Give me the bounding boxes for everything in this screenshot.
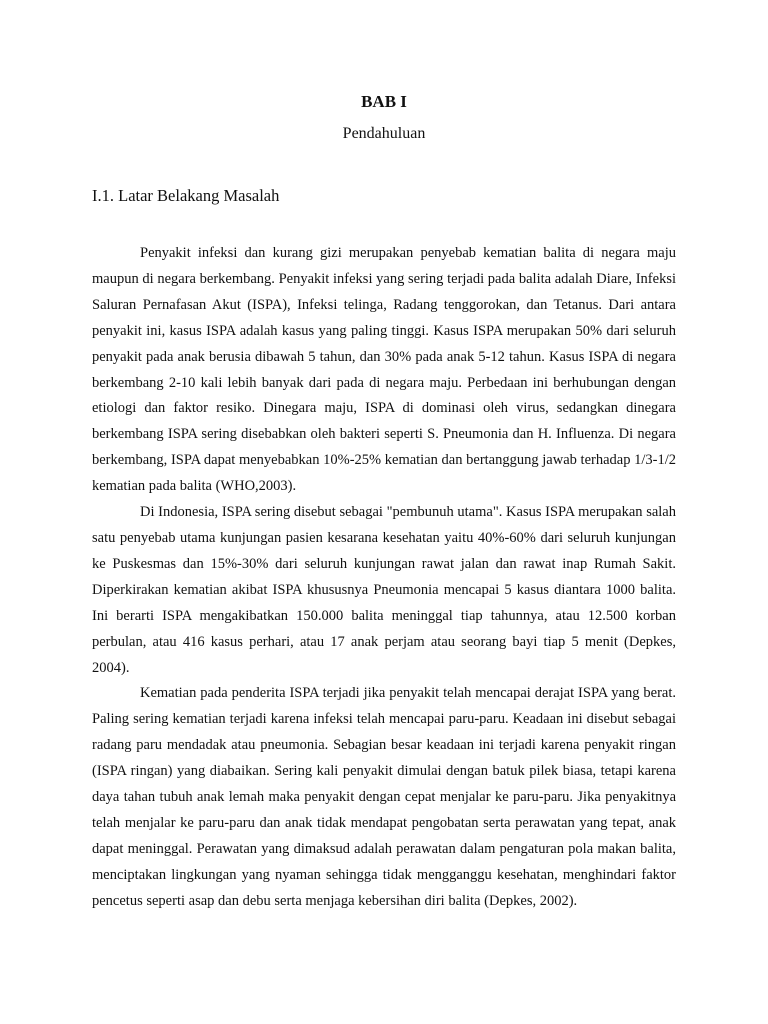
paragraph-2: Di Indonesia, ISPA sering disebut sebagai "pembunuh utama". Kasus ISPA merupakan salah satu penyebab utama kunjungan pasien kesarana kesehatan yaitu 40%-60% dari seluruh kunjungan ke Puskesmas dan 15%-30% dari seluruh kunjungan rawat jalan dan rawat inap Rumah Sakit. Diperkirakan kematian akibat ISPA khususnya Pneumonia mencapai 5 kasus diantara 1000 balita. Ini berarti ISPA mengakibatkan 150.000 balita meninggal tiap tahunnya, atau 12.500 korban perbulan, atau 416 kasus perhari, atau 17 anak perjam atau seorang bayi tiap 5 menit (Depkes, 2004). — [92, 504, 676, 676]
chapter-title: BAB I — [361, 92, 407, 111]
paragraph-3: Kematian pada penderita ISPA terjadi jika penyakit telah mencapai derajat ISPA yang berat. Paling sering kematian terjadi karena infeksi telah mencapai paru-paru. Keadaan ini disebut sebagai radang paru mendadak atau pneumonia. Sebagian besar keadaan ini terjadi karena penyakit ringan (ISPA ringan) yang diabaikan. Sering kali penyakit dimulai dengan batuk pilek biasa, tetapi karena daya tahan tubuh anak lemah maka penyakit dengan cepat menjalar ke paru-paru. Jika penyakitnya telah menjalar ke paru-paru dan anak tidak mendapat pengobatan serta perawatan yang tepat, anak dapat meninggal. Perawatan yang dimaksud adalah perawatan dalam pengaturan pola makan balita, menciptakan lingkungan yang nyaman sehingga tidak mengganggu kesehatan, menghindari faktor pencetus seperti asap dan debu serta menjaga kebersihan diri balita (Depkes, 2002). — [92, 685, 676, 909]
section-heading: I.1. Latar Belakang Masalah — [92, 186, 280, 205]
body-text — [92, 241, 676, 915]
chapter-subtitle: Pendahuluan — [342, 125, 426, 142]
paragraph-1: Penyakit infeksi dan kurang gizi merupakan penyebab kematian balita di negara maju maupun di negara berkembang. Penyakit infeksi yang sering terjadi pada balita adalah Diare, Infeksi Saluran Pernafasan Akut (ISPA), Infeksi telinga, Radang tenggorokan, dan Tetanus. Dari antara penyakit ini, kasus ISPA adalah kasus yang paling tinggi. Kasus ISPA merupakan 50% dari seluruh penyakit pada anak berusia dibawah 5 tahun, dan 30% pada anak 5-12 tahun. Kasus ISPA di negara berkembang 2-10 kali lebih banyak dari pada di negara maju. Perbedaan ini berhubungan dengan etiologi dan faktor resiko. Dinegara maju, ISPA di dominasi oleh virus, sedangkan dinegara berkembang ISPA sering disebabkan oleh bakteri seperti S. Pneumonia dan H. Influenza. Di negara berkembang, ISPA dapat menyebabkan 10%-25% kematian dan bertanggung jawab terhadap 1/3-1/2 kematian pada balita (WHO,2003). — [92, 245, 676, 495]
